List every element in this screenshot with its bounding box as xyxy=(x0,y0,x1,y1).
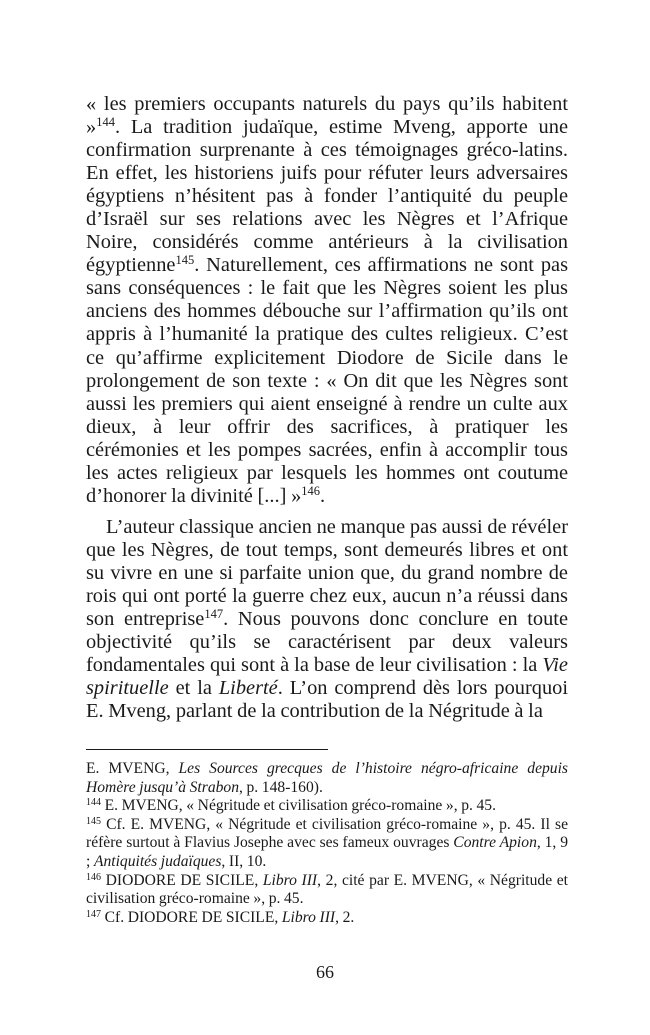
emphasis: Libro III xyxy=(281,908,336,926)
emphasis: Liberté xyxy=(218,677,278,700)
footnote-ref-145[interactable]: 145 xyxy=(175,253,195,268)
text-run: E. MVENG, « Négritude et civilisation gréco-romaine », p. 45. xyxy=(101,797,496,815)
emphasis: Contre Apion xyxy=(453,834,537,852)
page-number: 66 xyxy=(316,962,334,982)
footnote-145 xyxy=(86,816,568,872)
footnote-number: 144 xyxy=(86,797,101,809)
text-run: E. MVENG, xyxy=(86,760,179,777)
text-run: . Naturellement, ces affirmations ne sont pas sans conséquences : le fait que les Nègres soient les plus anciens des hommes débouche sur l’affirmation qu’ils ont appris à l’humanité la pratique des cultes religieux. C’est ce qu’affirme explicitement Diodore de Sicile dans le prolongement de son texte : « On dit que les Nègres sont aussi les premiers qui aient enseigné à rendre un culte aux dieux, à leur offrir des sacrifices, à pratiquer les cérémonies et les pompes sacrées, enfin à accomplir tous les actes religieux par lesquels les hommes ont coutume d’honorer la divinité [...] » xyxy=(86,254,568,507)
text-run: L’auteur classique ancien ne manque pas aussi de révéler que les Nègres, de tout temps, sont demeurés libres et ont su vivre en une si parfaite union que, du grand nombre de rois qui ont porté la guerre chez eux, aucun n’a réussi dans son entreprise xyxy=(86,515,568,631)
emphasis: Les Sources grecques de l’histoire négro-africaine depuis Homère jusqu’à Strabon xyxy=(86,760,568,796)
text-run: , 2, cité par E. MVENG, « Négritude et civilisation gréco-romaine », p. 45. xyxy=(86,871,569,908)
text-run: . La tradition judaïque, estime Mveng, apporte une confirmation surprenante à ces témoignages gréco-latins. En effet, les historiens juifs pour réfuter leurs adversaires égyptiens n’hésitent pas à fonder l’antiquité du peuple d’Israël sur ses relations avec les Nègres et l’Afrique Noire, considérés comme antérieurs à la civilisation égyptienne xyxy=(86,116,568,277)
footnote-number: 145 xyxy=(86,815,101,827)
text-run: « les premiers occupants naturels du pays qu’ils habitent » xyxy=(86,93,568,139)
footnote-146 xyxy=(86,872,568,909)
emphasis: Antiquités judaïques xyxy=(93,852,222,870)
text-run: Cf. E. MVENG, « Négritude et civilisation gréco-romaine », p. 45. Il se réfère surtout à Flavius Josephe avec ses fameux ouvrages xyxy=(86,815,568,852)
emphasis: Vie spirituelle xyxy=(86,654,568,700)
main-text xyxy=(86,93,568,723)
text-run: . Nous pouvons donc conclure en toute objectivité qu’ils se caractérisent par deux valeurs fondamentales qui sont à la base de leur civilisation : la xyxy=(86,608,568,677)
text-run: Cf. DIODORE DE SICILE, xyxy=(101,908,282,926)
footnote-ref-146[interactable]: 146 xyxy=(301,483,321,498)
text-run: , p. 148-160). xyxy=(239,778,323,796)
footnote-separator xyxy=(86,749,328,750)
text-run: et la xyxy=(168,677,219,700)
footnote-number: 146 xyxy=(86,871,101,883)
text-run: , 1, 9 ; xyxy=(86,834,568,870)
footnote-144 xyxy=(86,797,568,816)
emphasis: Libro III xyxy=(262,871,318,889)
footnote-147 xyxy=(86,909,568,928)
footnote-number: 147 xyxy=(86,908,101,920)
footnote-ref-144[interactable]: 144 xyxy=(96,115,115,130)
paragraph-1 xyxy=(86,93,568,508)
footnote-ref-147[interactable]: 147 xyxy=(204,607,224,622)
text-run: DIODORE DE SICILE, xyxy=(101,871,263,889)
text-run: , 2. xyxy=(335,908,355,926)
text-run: . L’on comprend dès lors pourquoi E. Mveng, parlant de la contribution de la Négritude à la xyxy=(86,677,568,723)
text-run: , II, 10. xyxy=(221,852,267,870)
footnote-continuation xyxy=(86,760,568,797)
footnotes xyxy=(86,760,568,927)
paragraph-2 xyxy=(86,516,568,723)
text-run: . xyxy=(320,484,326,507)
